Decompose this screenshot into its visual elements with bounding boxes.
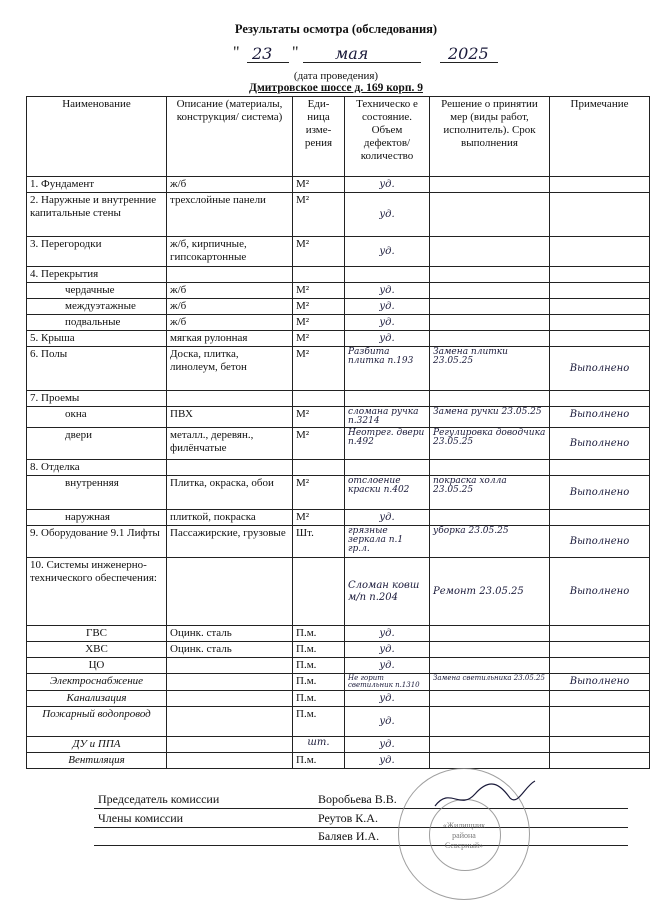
row-name: внутренняя [27, 476, 167, 510]
row-decision [430, 691, 550, 707]
header-note: Примечание [550, 97, 650, 177]
row-name: чердачные [27, 283, 167, 299]
row-decision: покраска холла 23.05.25 [430, 476, 550, 510]
table-row [27, 753, 650, 769]
row-unit: П.м. [293, 707, 345, 737]
date-open-quote: " [233, 44, 240, 61]
row-decision [430, 753, 550, 769]
row-decision [430, 177, 550, 193]
table-row [27, 237, 650, 267]
row-state [345, 267, 430, 283]
row-note [550, 460, 650, 476]
row-decision [430, 707, 550, 737]
row-unit [293, 558, 345, 626]
row-state: уд. [345, 299, 430, 315]
row-desc [167, 558, 293, 626]
row-desc: ж/б [167, 177, 293, 193]
row-decision: Замена ручки 23.05.25 [430, 407, 550, 428]
header-state: Техническо е состояние. Объем дефектов/ количество [345, 97, 430, 177]
row-note [550, 691, 650, 707]
row-decision [430, 642, 550, 658]
table-row [27, 642, 650, 658]
row-desc: Оцинк. сталь [167, 642, 293, 658]
row-decision [430, 510, 550, 526]
row-note [550, 193, 650, 237]
row-note: Выполнено [550, 674, 650, 691]
row-desc: ж/б [167, 299, 293, 315]
row-name: Вентиляция [27, 753, 167, 769]
header-name: Наименование [27, 97, 167, 177]
date-close-quote: " [292, 44, 299, 61]
stamp-line1: «Жилищник [442, 821, 486, 830]
row-desc [167, 707, 293, 737]
row-name: 5. Крыша [27, 331, 167, 347]
row-state: отслоение краски п.402 [345, 476, 430, 510]
header-decision: Решение о принятии мер (виды работ, исполнитель). Срок выполнения [430, 97, 550, 177]
table-row [27, 299, 650, 315]
row-desc [167, 753, 293, 769]
row-note: Выполнено [550, 526, 650, 558]
row-state: уд. [345, 691, 430, 707]
row-unit: М² [293, 177, 345, 193]
row-unit: Шт. [293, 526, 345, 558]
row-desc: мягкая рулонная [167, 331, 293, 347]
row-decision: Замена светильника 23.05.25 [430, 674, 550, 691]
row-unit: М² [293, 237, 345, 267]
row-desc: трехслойные панели [167, 193, 293, 237]
table-row [27, 267, 650, 283]
row-note [550, 299, 650, 315]
row-decision [430, 193, 550, 237]
row-unit: М² [293, 510, 345, 526]
row-unit [293, 460, 345, 476]
row-unit: М² [293, 283, 345, 299]
row-unit: М² [293, 407, 345, 428]
row-desc [167, 674, 293, 691]
row-note [550, 267, 650, 283]
row-note [550, 642, 650, 658]
row-desc: ж/б [167, 283, 293, 299]
table-row [27, 407, 650, 428]
date-month: мая [335, 44, 369, 63]
row-name: 4. Перекрытия [27, 267, 167, 283]
row-name: 9. Оборудование 9.1 Лифты [27, 526, 167, 558]
inspection-table [26, 96, 650, 769]
row-state: грязные зеркала п.1 гр.л. [345, 526, 430, 558]
table-row [27, 737, 650, 753]
row-decision: Замена плитки 23.05.25 [430, 347, 550, 391]
date-caption: (дата проведения) [293, 70, 379, 82]
chairman-label: Председатель комиссии [98, 792, 220, 806]
row-state: уд. [345, 331, 430, 347]
row-decision [430, 299, 550, 315]
row-state: уд. [345, 753, 430, 769]
row-desc [167, 691, 293, 707]
row-decision: уборка 23.05.25 [430, 526, 550, 558]
address: Дмитровское шоссе д. 169 корп. 9 [249, 82, 423, 94]
row-decision [430, 237, 550, 267]
row-unit: М² [293, 476, 345, 510]
row-unit: М² [293, 193, 345, 237]
table-row [27, 558, 650, 626]
row-decision: Ремонт 23.05.25 [430, 558, 550, 626]
members-label: Члены комиссии [98, 811, 184, 825]
row-desc [167, 267, 293, 283]
row-note: Выполнено [550, 407, 650, 428]
row-decision [430, 331, 550, 347]
row-name: ХВС [27, 642, 167, 658]
table-row [27, 510, 650, 526]
row-unit: М² [293, 315, 345, 331]
row-note [550, 626, 650, 642]
row-decision [430, 283, 550, 299]
row-desc [167, 737, 293, 753]
row-unit: П.м. [293, 753, 345, 769]
row-unit: шт. [293, 737, 345, 753]
row-name: ГВС [27, 626, 167, 642]
row-desc: ПВХ [167, 407, 293, 428]
date-day: 23 [252, 44, 273, 63]
table-row [27, 658, 650, 674]
row-unit: М² [293, 347, 345, 391]
row-unit: М² [293, 299, 345, 315]
row-unit [293, 391, 345, 407]
row-unit: П.м. [293, 658, 345, 674]
row-note [550, 737, 650, 753]
row-desc [167, 391, 293, 407]
row-name: междуэтажные [27, 299, 167, 315]
row-unit: П.м. [293, 691, 345, 707]
row-decision: Регулировка доводчика 23.05.25 [430, 428, 550, 460]
row-unit: П.м. [293, 626, 345, 642]
table-row [27, 460, 650, 476]
row-state: уд. [345, 237, 430, 267]
table-row [27, 331, 650, 347]
header-desc: Описание (материалы, конструкция/ система) [167, 97, 293, 177]
table-row [27, 193, 650, 237]
member2-name: Баляев И.А. [318, 829, 380, 843]
row-note [550, 237, 650, 267]
row-name: Пожарный водопровод [27, 707, 167, 737]
row-unit: М² [293, 428, 345, 460]
row-decision [430, 315, 550, 331]
row-state [345, 460, 430, 476]
stamp-line3: Северный» [444, 841, 484, 850]
table-row [27, 315, 650, 331]
row-name: 2. Наружные и внутренние капитальные стены [27, 193, 167, 237]
row-note [550, 283, 650, 299]
row-name: 6. Полы [27, 347, 167, 391]
row-state: Разбита плитка п.193 [345, 347, 430, 391]
header-unit: Еди- ница изме- рения [293, 97, 345, 177]
row-note: Выполнено [550, 476, 650, 510]
row-name: Электроснабжение [27, 674, 167, 691]
row-state: уд. [345, 737, 430, 753]
row-name: наружная [27, 510, 167, 526]
date-year: 2025 [448, 44, 489, 63]
row-name: 3. Перегородки [27, 237, 167, 267]
row-desc: Доска, плитка, линолеум, бетон [167, 347, 293, 391]
row-desc: металл., деревян., филёнчатые [167, 428, 293, 460]
row-state: Сломан ковш м/п п.204 [345, 558, 430, 626]
row-name: ЦО [27, 658, 167, 674]
row-desc: ж/б, кирпичные, гипсокартонные [167, 237, 293, 267]
row-decision [430, 391, 550, 407]
table-row [27, 707, 650, 737]
row-name: двери [27, 428, 167, 460]
table-row [27, 391, 650, 407]
row-name: ДУ и ППА [27, 737, 167, 753]
row-state: уд. [345, 177, 430, 193]
row-desc: Пассажирские, грузовые [167, 526, 293, 558]
row-state: уд. [345, 193, 430, 237]
table-row [27, 283, 650, 299]
table-row [27, 177, 650, 193]
row-note [550, 177, 650, 193]
table-row [27, 626, 650, 642]
member1-name: Реутов К.А. [318, 811, 378, 825]
table-row [27, 526, 650, 558]
row-decision [430, 737, 550, 753]
row-note [550, 753, 650, 769]
row-desc: плиткой, покраска [167, 510, 293, 526]
table-row [27, 674, 650, 691]
table-row [27, 476, 650, 510]
row-decision [430, 460, 550, 476]
row-state: уд. [345, 510, 430, 526]
row-note [550, 315, 650, 331]
chairman-name: Воробьева В.В. [318, 792, 397, 806]
row-unit: П.м. [293, 674, 345, 691]
row-state: уд. [345, 658, 430, 674]
chairman-signature-icon [430, 776, 540, 816]
row-decision [430, 267, 550, 283]
row-note [550, 707, 650, 737]
stamp-line2: района [452, 831, 476, 840]
row-unit: М² [293, 331, 345, 347]
row-unit [293, 267, 345, 283]
row-unit: П.м. [293, 642, 345, 658]
row-state: уд. [345, 315, 430, 331]
row-note [550, 658, 650, 674]
row-name: 7. Проемы [27, 391, 167, 407]
row-decision [430, 626, 550, 642]
row-note [550, 391, 650, 407]
row-state: сломана ручка п.3214 [345, 407, 430, 428]
row-desc [167, 658, 293, 674]
row-state: Неотрег. двери п.492 [345, 428, 430, 460]
header-row [27, 97, 650, 177]
row-name: 1. Фундамент [27, 177, 167, 193]
row-name: Канализация [27, 691, 167, 707]
row-state: уд. [345, 283, 430, 299]
table-row [27, 691, 650, 707]
row-desc: Плитка, окраска, обои [167, 476, 293, 510]
row-note: Выполнено [550, 558, 650, 626]
row-name: подвальные [27, 315, 167, 331]
row-state [345, 391, 430, 407]
row-desc [167, 460, 293, 476]
row-desc: ж/б [167, 315, 293, 331]
row-state: уд. [345, 626, 430, 642]
table-row [27, 428, 650, 460]
row-name: 10. Системы инженерно-технического обеспечения: [27, 558, 167, 626]
row-note: Выполнено [550, 347, 650, 391]
row-desc: Оцинк. сталь [167, 626, 293, 642]
table-row [27, 347, 650, 391]
row-decision [430, 658, 550, 674]
row-state: Не горит светильник п.1310 [345, 674, 430, 691]
row-state: уд. [345, 707, 430, 737]
row-note [550, 331, 650, 347]
row-state: уд. [345, 642, 430, 658]
row-note [550, 510, 650, 526]
row-note: Выполнено [550, 428, 650, 460]
row-name: 8. Отделка [27, 460, 167, 476]
document-title: Результаты осмотра (обследования) [234, 22, 438, 36]
row-name: окна [27, 407, 167, 428]
